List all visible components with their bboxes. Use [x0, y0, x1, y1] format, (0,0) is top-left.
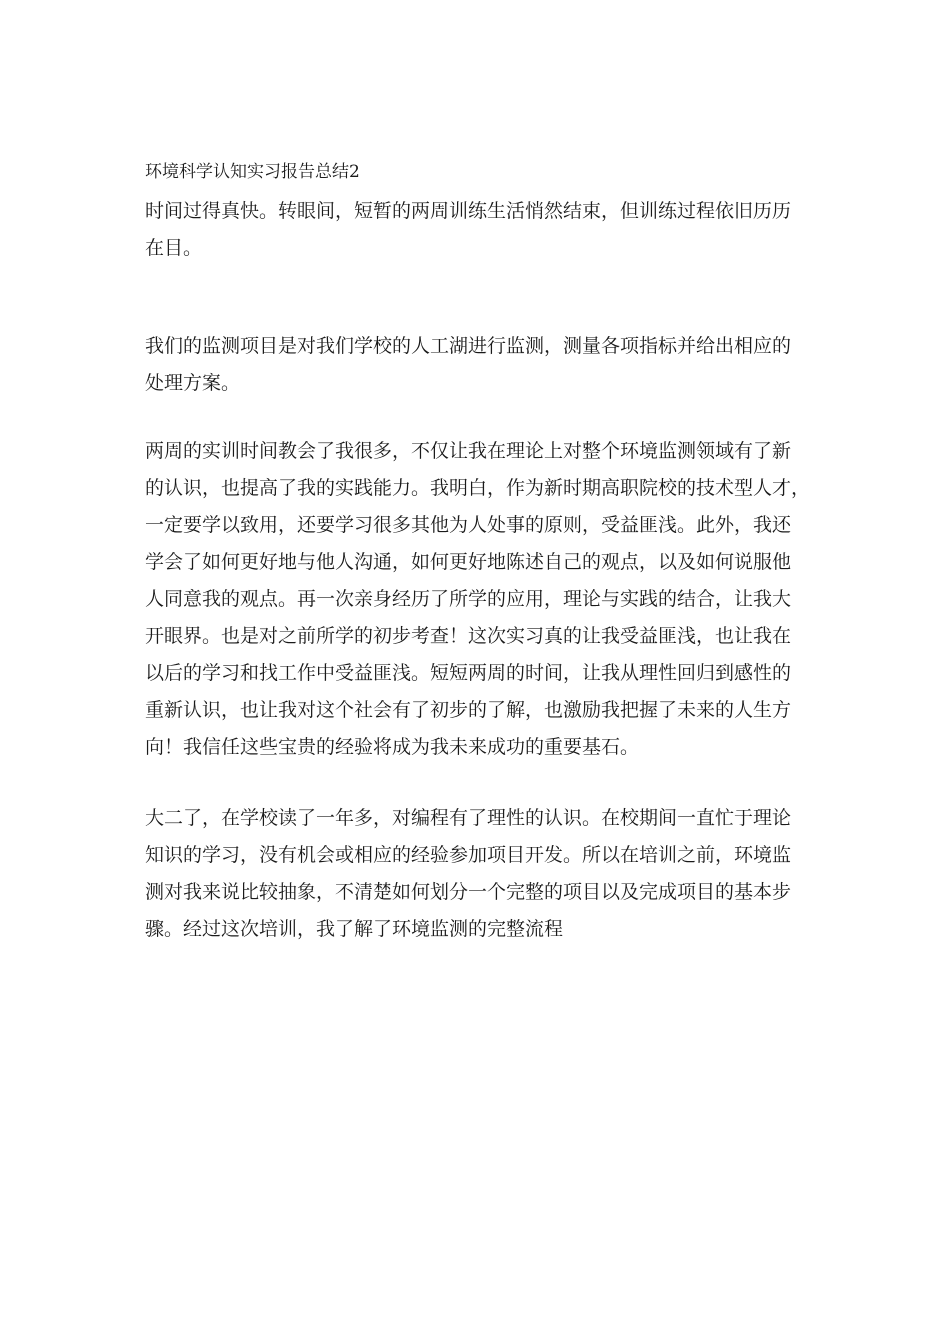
paragraph [145, 433, 825, 766]
paragraph-line: 重新认识，也让我对这个社会有了初步的了解，也激励我把握了未来的人生方 [145, 699, 792, 721]
paragraph-line: 我们的监测项目是对我们学校的人工湖进行监测，测量各项指标并给出相应的 [145, 335, 792, 357]
paragraph-line: 以后的学习和找工作中受益匪浅。短短两周的时间，让我从理性回归到感性的 [145, 662, 792, 684]
paragraph-line: 骤。经过这次培训，我了解了环境监测的完整流程 [145, 918, 564, 940]
paragraph [145, 328, 825, 402]
paragraph-line: 向！我信任这些宝贵的经验将成为我未来成功的重要基石。 [145, 736, 640, 758]
paragraph-line: 的认识，也提高了我的实践能力。我明白，作为新时期高职院校的技术型人才， [145, 477, 811, 499]
paragraph-line: 开眼界。也是对之前所学的初步考查！这次实习真的让我受益匪浅，也让我在 [145, 625, 792, 647]
paragraph-line: 学会了如何更好地与他人沟通，如何更好地陈述自己的观点，以及如何说服他 [145, 551, 792, 573]
paragraph-line: 人同意我的观点。再一次亲身经历了所学的应用，理论与实践的结合，让我大 [145, 588, 792, 610]
paragraph-line: 知识的学习，没有机会或相应的经验参加项目开发。所以在培训之前，环境监 [145, 844, 792, 866]
paragraph-line: 一定要学以致用，还要学习很多其他为人处事的原则，受益匪浅。此外，我还 [145, 514, 792, 536]
paragraph-line: 时间过得真快。转眼间，短暂的两周训练生活悄然结束，但训练过程依旧历历 [145, 200, 792, 222]
paragraph-line: 在目。 [145, 237, 203, 259]
paragraph-line: 测对我来说比较抽象，不清楚如何划分一个完整的项目以及完成项目的基本步 [145, 881, 792, 903]
paragraph [145, 800, 825, 948]
paragraph [145, 193, 825, 267]
paragraph-line: 处理方案。 [145, 372, 241, 394]
paragraph-line: 大二了，在学校读了一年多，对编程有了理性的认识。在校期间一直忙于理论 [145, 807, 792, 829]
paragraph-line: 两周的实训时间教会了我很多，不仅让我在理论上对整个环境监测领域有了新 [145, 440, 792, 462]
document-title: 环境科学认知实习报告总结2 [145, 162, 360, 182]
